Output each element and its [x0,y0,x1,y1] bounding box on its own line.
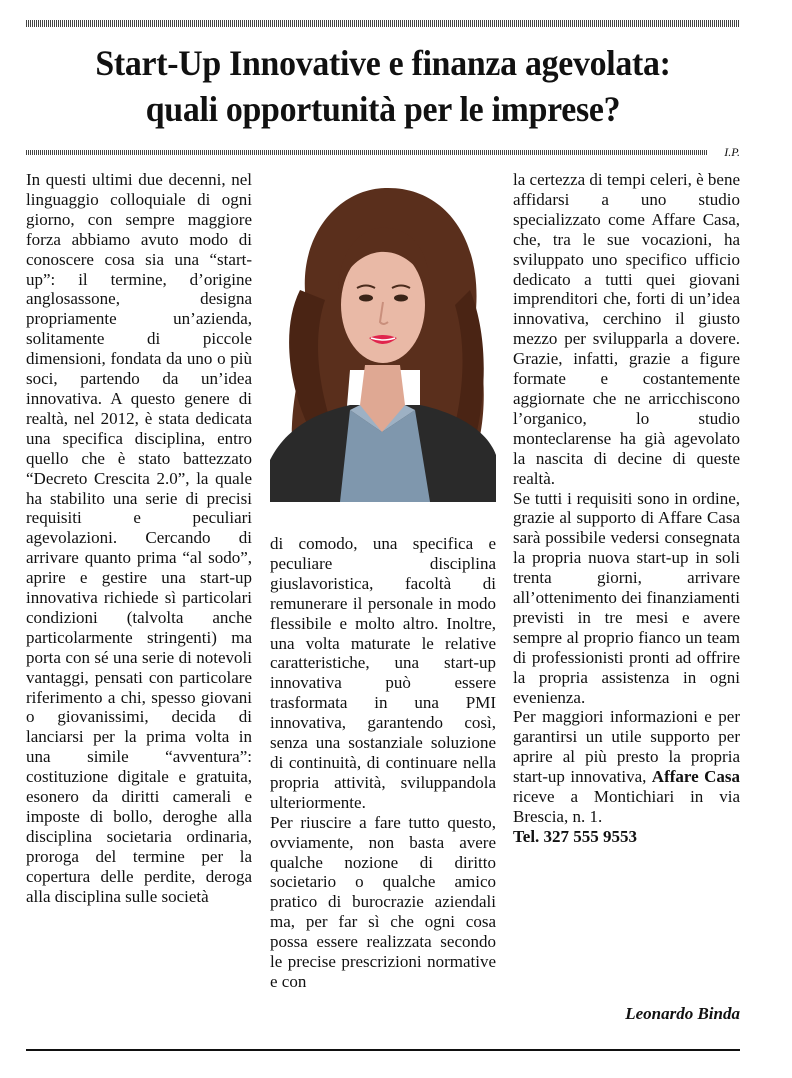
column-3 [513,170,740,847]
portrait-illustration [270,170,496,502]
brand-name: Affare Casa [651,767,740,787]
bottom-rule [26,1049,740,1051]
author-signature: Leonardo Binda [625,1004,740,1023]
contact-text-after: riceve a Montichiari in via Brescia, n. 1. [513,787,740,826]
column-2-paragraph-1: di comodo, una specifica e peculiare disciplina giuslavoristica, facoltà di remunerare il personale in modo flessibile e molto altro. Inoltre, una volta maturate le relative caratteristiche, una start-up innovativa può essere trasformata in una PMI innovativa, garantendo così, senza una sostanziale soluzione di continuità, di continuare nella propria attività, sviluppandola ulteriormente. [270,534,496,812]
column-3-paragraph-1: la certezza di tempi celeri, è bene affidarsi a uno studio specializzato come Affare Casa, che, tra le sue vocazioni, ha sviluppato uno specifico ufficio dedicato a tutti quei giovani imprenditori che, forti di un’idea innovativa, cerchino il giusto mezzo per svilupparla a dovere. Grazie, infatti, grazie a figure formate e costantemente aggiornate che ne arricchiscono l’organico, lo studio monteclarense ha già agevolato la nascita di decine di queste realtà. [513,170,740,488]
contact-text-before: Per maggiori informazioni e per garantirsi un utile supporto per aprire al più presto la propria start-up innovativa, [513,707,740,787]
top-dotted-rule [26,20,740,27]
headline-line-1: Start-Up Innovative e finanza agevolata: [95,43,671,83]
byline: I.P. [724,145,740,159]
column-1 [26,170,252,907]
byline-dotted-rule [26,150,708,155]
headline-line-2: quali opportunità per le imprese? [145,89,621,129]
telephone: Tel. 327 555 9553 [513,826,638,846]
headline [47,40,718,132]
column-2-paragraph-2: Per riuscire a fare tutto questo, ovviamente, non basta avere qualche nozione di diritto societario o qualche amico pratico di burocrazie aziendali ma, per far sì che ogni cosa possa essere realizzata secondo le precise prescrizioni normative e con [270,812,496,991]
column-2 [270,534,496,992]
column-1-text: In questi ultimi due decenni, nel linguaggio colloquiale di ogni giorno, con sempre maggiore forza abbiamo avuto modo di conoscere cosa sia una “start-up”: il termine, d’origine anglosassone, designa propriamente un’azienda, solitamente di piccole dimensioni, fondata da uno o più soci, partendo da un’idea innovativa. A questo genere di realtà, nel 2012, è stata dedicata una specifica disciplina, entro quello che è stato battezzato “Decreto Crescita 2.0”, la quale ha stabilito una serie di precisi requisiti e peculiari agevolazioni. Cercando di arrivare quanto prima “al sodo”, aprire e gestire una start-up innovativa richiede sì particolari condizioni (talvolta anche particolarmente stringenti) ma porta con sé una serie di notevoli vantaggi, pensati con particolare riferimento a chi, spesso giovani o giovanissimi, decida di lanciarsi per la prima volta in una simile “avventura”: costituzione digitale e gratuita, esonero da diritti camerali e imposte di bollo, deroghe alla disciplina societaria ordinaria, proroga del termine per la copertura delle perdite, deroga alla disciplina sulle società [26,170,252,906]
column-3-paragraph-2: Se tutti i requisiti sono in ordine, grazie al supporto di Affare Casa sarà possibile vedersi consegnata la propria nuova start-up in soli trenta giorni, arrivare all’ottenimento dei finanziamenti previsti in tre mesi e avere sempre al proprio fianco un team di professionisti pronti ad offrire la propria assistenza in ogni evenienza. [513,488,740,707]
portrait-photo [270,170,496,502]
column-3-paragraph-3 [513,707,740,826]
